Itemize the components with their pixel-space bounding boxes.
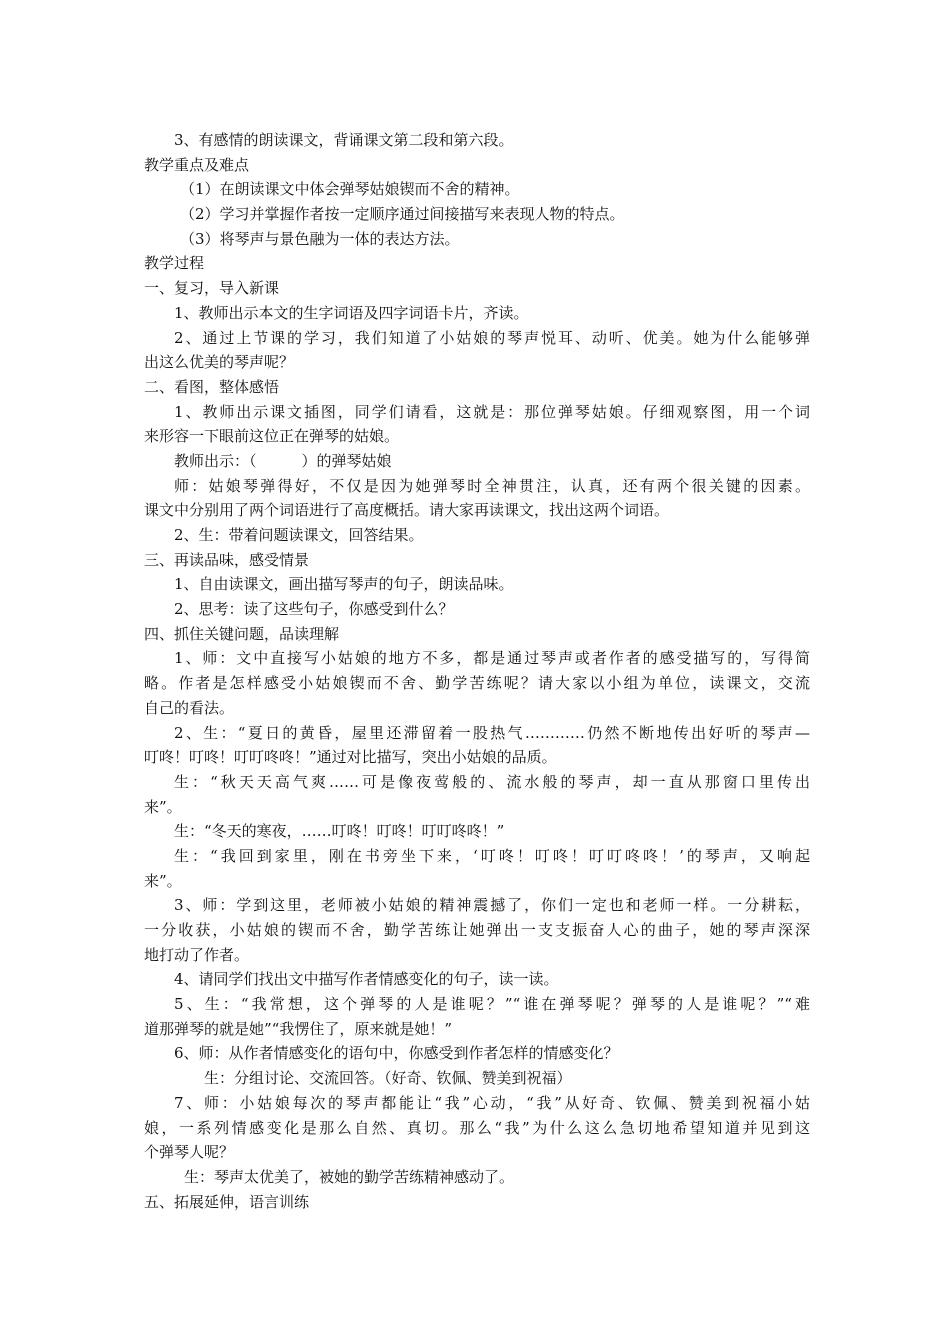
text-line: 娘，一系列情感变化是那么自然、真切。那么“我”为什么这么急切地希望知道并见到这 (144, 1118, 810, 1137)
text-line: 5、生：“我常想，这个弹琴的人是谁呢？”“谁在弹琴呢？弹琴的人是谁呢？”“难 (174, 995, 810, 1014)
text-line: 6、师：从作者情感变化的语句中，你感受到作者怎样的情感变化？ (174, 1044, 619, 1063)
text-line: 来形容一下眼前这位正在弹琴的姑娘。 (144, 427, 400, 446)
text-line: 个弹琴人呢？ (144, 1143, 235, 1162)
text-line: 教师出示：（ ）的弹琴姑娘 (174, 451, 392, 470)
text-line: 略。作者是怎样感受小姑娘锲而不舍、勤学苦练呢？请大家以小组为单位，读课文，交流 (144, 674, 810, 693)
text-line: 4、请同学们找出文中描写作者情感变化的句子，读一读。 (174, 970, 559, 989)
text-line: 来”。 (144, 871, 182, 890)
text-line: 生：“冬天的寒夜，……叮咚！叮咚！叮叮咚咚！” (174, 822, 505, 841)
text-line: 教学过程 (144, 254, 205, 273)
text-line: 一、复习，导入新课 (144, 279, 280, 298)
text-line: 生：分组讨论、交流回答。（好奇、钦佩、赞美到祝福） (204, 1069, 572, 1088)
text-line: 来”。 (144, 797, 182, 816)
text-line: 自己的看法。 (144, 698, 235, 717)
text-line: （3）将琴声与景色融为一体的表达方法。 (180, 229, 460, 248)
text-line: 叮咚！叮咚！叮叮咚咚！”通过对比描写，突出小姑娘的品质。 (144, 748, 557, 767)
text-line: 1、师：文中直接写小姑娘的地方不多，都是通过琴声或者作者的感受描写的，写得简 (174, 649, 810, 668)
text-line: 1、自由读课文，画出描写琴声的句子，朗读品味。 (174, 575, 514, 594)
text-line: 7、师：小姑娘每次的琴声都能让“我”心动，“我”从好奇、钦佩、赞美到祝福小姑 (174, 1093, 810, 1112)
text-line: 地打动了作者。 (144, 945, 250, 964)
text-line: 出这么优美的琴声呢？ (144, 353, 295, 372)
document-body (144, 128, 810, 1214)
text-line: 生：琴声太优美了，被她的勤学苦练精神感动了。 (184, 1167, 515, 1186)
text-line: 生：“我回到家里，刚在书旁坐下来，‘叮咚！叮咚！叮叮咚咚！’的琴声，又响起 (174, 846, 810, 865)
text-line: 2、思考：读了这些句子，你感受到什么？ (174, 600, 454, 619)
text-line: 生：“秋天天高气爽……可是像夜莺般的、流水般的琴声，却一直从那窗口里传出 (174, 772, 810, 791)
text-line: 二、看图，整体感悟 (144, 377, 280, 396)
text-line: 教学重点及难点 (144, 155, 250, 174)
text-line: 三、再读品味，感受情景 (144, 550, 310, 569)
text-line: 五、拓展延伸，语言训练 (144, 1192, 310, 1211)
text-line: （2）学习并掌握作者按一定顺序通过间接描写来表现人物的特点。 (180, 205, 625, 224)
text-line: （1）在朗读课文中体会弹琴姑娘锲而不舍的精神。 (180, 180, 520, 199)
text-line: 2、通过上节课的学习，我们知道了小姑娘的琴声悦耳、动听、优美。她为什么能够弹 (174, 328, 810, 347)
text-line: 2、生：“夏日的黄昏，屋里还滞留着一股热气…………仍然不断地传出好听的琴声— (174, 723, 810, 742)
text-line: 四、抓住关键问题，品读理解 (144, 624, 340, 643)
text-line: 一分收获，小姑娘的锲而不舍，勤学苦练让她弹出一支支振奋人心的曲子，她的琴声深深 (144, 921, 810, 939)
text-line: 师：姑娘琴弹得好，不仅是因为她弹琴时全神贯注，认真，还有两个很关键的因素。 (174, 476, 810, 495)
text-line: 道那弹琴的就是她”“我愣住了，原来就是她！” (144, 1019, 453, 1038)
text-line: 3、师：学到这里，老师被小姑娘的精神震撼了，你们一定也和老师一样。一分耕耘， (174, 896, 810, 915)
text-line: 1、教师出示本文的生字词语及四字词语卡片，齐读。 (174, 303, 529, 322)
text-line: 1、教师出示课文插图，同学们请看，这就是：那位弹琴姑娘。仔细观察图，用一个词 (174, 402, 810, 421)
text-line: 3、有感情的朗读课文，背诵课文第二段和第六段。 (174, 131, 514, 149)
text-line: 2、生：带着问题读课文，回答结果。 (174, 526, 424, 544)
text-line: 课文中分别用了两个词语进行了高度概括。请大家再读课文，找出这两个词语。 (144, 501, 670, 520)
